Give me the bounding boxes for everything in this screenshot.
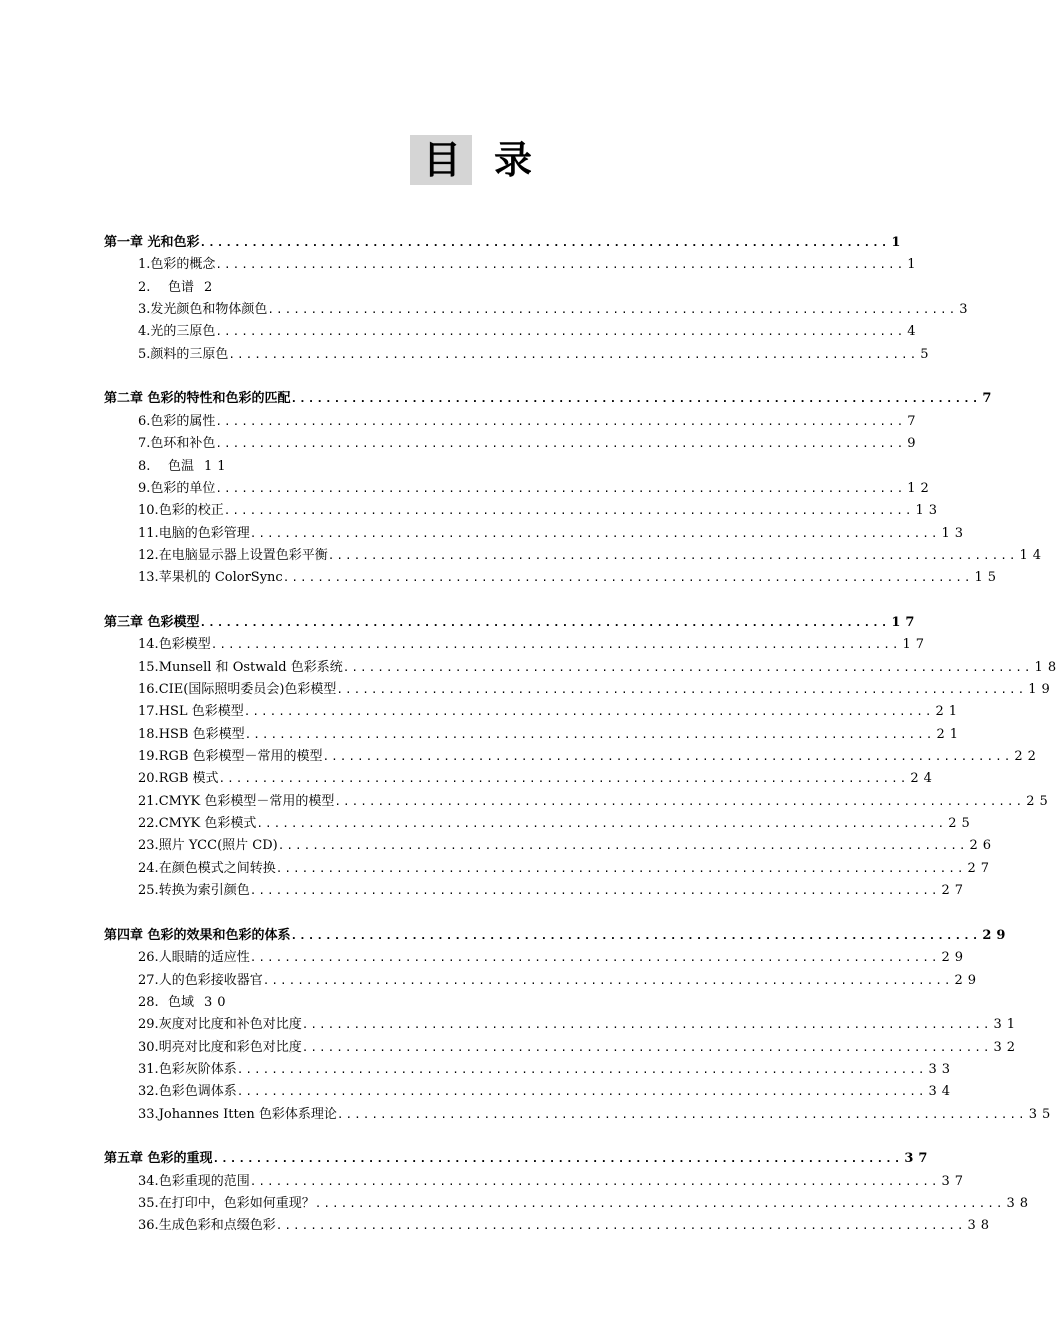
item-number: 16. (138, 682, 159, 697)
item-number: 31. (138, 1061, 159, 1077)
item-label: 明亮对比度和彩色对比度 (158, 1039, 302, 1055)
item-label: 照片 YCC(照片 CD) (158, 838, 278, 854)
leader-dots: ................................................................................ (249, 951, 940, 965)
item-label: 转换为索引颜色 (158, 883, 250, 899)
toc-item[interactable] (138, 1037, 1021, 1059)
item-label: 色彩灰阶体系 (158, 1061, 237, 1077)
toc-item[interactable] (138, 1193, 1034, 1215)
item-number: 11. (138, 525, 159, 541)
leader-dots: ................................................................................ (199, 615, 890, 629)
chapter-label: 第三章 色彩模型 (104, 614, 200, 630)
chapter-page-number: 1 (891, 235, 906, 250)
toc-item[interactable] (138, 478, 934, 500)
item-number: 23. (138, 838, 159, 854)
item-page-number: 12 (907, 480, 934, 496)
toc-item[interactable] (138, 791, 1053, 813)
leader-dots: ................................................................................ (236, 1085, 927, 1099)
item-page-number: 29 (954, 972, 982, 988)
item-label: 发光颜色和物体颜色 (150, 302, 268, 318)
toc-item[interactable] (138, 433, 921, 455)
toc-item[interactable] (138, 679, 1055, 701)
leader-dots: ................................................................................ (290, 392, 981, 406)
item-page-number: 27 (967, 860, 995, 876)
item-label: 色彩的单位 (150, 480, 216, 496)
chapter-page-number: 17 (891, 614, 920, 630)
item-label: CIE(国际照明委员会)色彩模型 (158, 682, 337, 697)
item-number: 27. (138, 972, 159, 988)
item-page-number: 34 (928, 1084, 956, 1100)
item-label: 光的三原色 (150, 324, 216, 340)
item-number: 19. (138, 749, 159, 765)
leader-dots: ................................................................................ (256, 817, 947, 831)
item-page-number: 18 (1034, 659, 1061, 675)
item-number: 24. (138, 860, 159, 876)
toc-item[interactable] (138, 701, 963, 723)
item-label: 色谱 (168, 279, 195, 295)
toc-item[interactable] (138, 746, 1041, 768)
item-label: RGB 模式 (158, 771, 219, 787)
toc-item[interactable] (138, 523, 969, 545)
chapter-label: 第五章 色彩的重现 (104, 1151, 213, 1167)
item-label: 色彩的属性 (150, 413, 216, 429)
item-number: 1. (138, 257, 151, 273)
toc-item[interactable] (138, 970, 982, 992)
item-page-number: 21 (935, 704, 963, 720)
item-page-number: 25 (1026, 793, 1053, 809)
toc-item[interactable] (138, 880, 969, 902)
toc-item[interactable] (138, 344, 934, 366)
item-number: 18. (138, 726, 159, 742)
item-label: 在颜色模式之间转换 (158, 860, 276, 876)
toc-item[interactable] (138, 1059, 956, 1081)
item-label: 电脑的色彩管理 (158, 525, 250, 541)
item-number: 25. (138, 883, 159, 899)
toc-item[interactable] (138, 947, 969, 969)
leader-dots: ................................................................................ (215, 437, 906, 451)
chapter-entry[interactable] (104, 925, 1011, 947)
leader-dots: ................................................................................ (275, 1219, 966, 1233)
title-highlight-box (410, 135, 472, 185)
item-label: 颜料的三原色 (150, 346, 229, 362)
item-label: 色温 (168, 458, 195, 474)
item-label: 在电脑显示器上设置色彩平衡 (158, 547, 328, 563)
item-number: 34. (138, 1173, 159, 1189)
leader-dots: ................................................................................ (262, 973, 953, 987)
item-number: 29. (138, 1017, 159, 1033)
toc-item[interactable] (138, 813, 975, 835)
item-number: 32. (138, 1084, 159, 1100)
item-number: 3. (138, 302, 151, 318)
item-number: 4. (138, 324, 151, 340)
item-label: 灰度对比度和补色对比度 (158, 1017, 302, 1033)
leader-dots: ................................................................................ (218, 772, 909, 786)
item-label: Munsell 和 Ostwald 色彩系统 (158, 659, 343, 675)
item-page-number: 32 (993, 1039, 1021, 1055)
leader-dots: ................................................................................ (322, 750, 1013, 764)
item-number: 28. (138, 994, 159, 1010)
item-label: 色环和补色 (150, 436, 216, 452)
item-page-number: 30 (204, 994, 231, 1010)
toc-item[interactable] (138, 1014, 1021, 1036)
leader-dots: ................................................................................ (215, 325, 906, 339)
chapter-entry[interactable] (104, 1148, 933, 1170)
item-number: 5. (138, 346, 151, 362)
leader-dots: ................................................................................ (215, 414, 906, 428)
toc-title (410, 134, 550, 186)
item-number: 8. (138, 458, 151, 474)
leader-dots: ................................................................................ (334, 794, 1025, 808)
toc-item[interactable] (138, 634, 930, 656)
item-page-number: 29 (941, 950, 969, 966)
leader-dots: ................................................................................ (243, 705, 934, 719)
leader-dots: ................................................................................ (301, 1040, 992, 1054)
item-page-number: 2 (204, 279, 218, 295)
leader-dots: ................................................................................ (336, 1107, 1027, 1121)
item-label: 在打印中，色彩如何重现？ (158, 1196, 315, 1212)
item-page-number: 9 (907, 436, 921, 452)
leader-dots: ................................................................................ (228, 347, 919, 361)
item-label: 生成色彩和点缀色彩 (158, 1218, 276, 1234)
item-number: 10. (138, 503, 159, 519)
item-number: 9. (138, 480, 151, 496)
item-page-number: 5 (920, 346, 934, 362)
leader-dots: ................................................................................ (301, 1018, 992, 1032)
chapter-page-number: 37 (904, 1151, 933, 1167)
item-page-number: 3 (959, 302, 973, 318)
item-page-number: 22 (1014, 749, 1041, 765)
toc-item[interactable] (138, 321, 921, 343)
chapter-label: 第二章 色彩的特性和色彩的匹配 (104, 391, 291, 407)
item-page-number: 31 (993, 1017, 1021, 1033)
item-page-number: 1 (907, 257, 921, 273)
item-number: 15. (138, 659, 159, 675)
toc-item[interactable] (138, 1215, 995, 1237)
item-page-number: 21 (936, 726, 963, 742)
toc-item[interactable] (138, 500, 943, 522)
leader-dots: ................................................................................ (223, 504, 914, 518)
leader-dots: ................................................................................ (244, 727, 935, 741)
item-page-number: 15 (974, 570, 1002, 586)
leader-dots: ................................................................................ (282, 571, 973, 585)
item-page-number: 37 (941, 1173, 969, 1189)
item-page-number: 17 (902, 637, 930, 653)
leader-dots: ................................................................................ (210, 638, 901, 652)
item-number: 30. (138, 1039, 159, 1055)
item-page-number: 35 (1028, 1106, 1056, 1122)
toc-item[interactable] (138, 456, 468, 478)
item-number: 20. (138, 771, 159, 787)
item-page-number: 38 (1006, 1196, 1034, 1212)
item-page-number: 26 (969, 838, 997, 854)
item-label: 色彩色调体系 (158, 1084, 237, 1100)
leader-dots: ................................................................................ (327, 548, 1018, 562)
item-label: 人的色彩接收器官 (158, 972, 263, 988)
leader-dots: ................................................................................ (342, 660, 1033, 674)
item-label: HSL 色彩模型 (158, 704, 244, 720)
toc-item[interactable] (138, 1081, 956, 1103)
chapter-label: 第四章 色彩的效果和色彩的体系 (104, 927, 291, 943)
item-number: 2. (138, 279, 151, 295)
item-number: 36. (138, 1218, 159, 1234)
item-page-number: 14 (1019, 547, 1047, 563)
item-page-number: 4 (907, 324, 921, 340)
item-number: 33. (138, 1106, 159, 1122)
leader-dots: ................................................................................ (275, 861, 966, 875)
toc-item[interactable] (138, 724, 963, 746)
leader-dots: ................................................................................ (249, 526, 940, 540)
toc-item[interactable] (138, 657, 1061, 679)
leader-dots: ................................................................................ (236, 1062, 927, 1076)
chapter-page-number: 7 (982, 391, 997, 407)
item-page-number: 24 (910, 771, 937, 787)
leader-dots: ................................................................................ (267, 303, 958, 317)
item-label: 苹果机的 ColorSync (158, 570, 283, 586)
item-number: 26. (138, 950, 159, 966)
toc-item[interactable] (138, 567, 1002, 589)
item-label: HSB 色彩模型 (158, 726, 245, 742)
item-number: 13. (138, 570, 159, 586)
item-label: CMYK 色彩模式 (158, 816, 257, 832)
leader-dots: ................................................................................ (212, 1152, 903, 1166)
item-number: 35. (138, 1196, 159, 1212)
item-page-number: 38 (967, 1218, 995, 1234)
item-label: Johannes Itten 色彩体系理论 (158, 1106, 337, 1122)
leader-dots: ................................................................................ (249, 884, 940, 898)
leader-dots: ................................................................................ (277, 839, 968, 853)
item-page-number: 19 (1028, 682, 1055, 697)
toc-item[interactable] (138, 835, 997, 857)
toc-item[interactable] (138, 992, 468, 1014)
chapter-entry[interactable] (104, 612, 920, 634)
leader-dots: ................................................................................ (215, 258, 906, 272)
item-page-number: 13 (941, 525, 969, 541)
leader-dots: ................................................................................ (249, 1174, 940, 1188)
toc-item[interactable] (138, 768, 937, 790)
item-label: CMYK 色彩模型－常用的模型 (158, 793, 335, 809)
item-label: RGB 色彩模型－常用的模型 (158, 749, 323, 765)
item-label: 色彩重现的范围 (158, 1173, 250, 1189)
toc-item[interactable] (138, 1171, 969, 1193)
chapter-entry[interactable] (104, 232, 906, 254)
leader-dots: ................................................................................ (314, 1197, 1005, 1211)
item-number: 7. (138, 436, 151, 452)
item-page-number: 7 (907, 413, 921, 429)
item-label: 色彩模型 (158, 637, 211, 653)
chapter-label: 第一章 光和色彩 (104, 235, 200, 250)
item-page-number: 33 (928, 1061, 956, 1077)
toc-item[interactable] (138, 411, 921, 433)
item-label: 色彩的概念 (150, 257, 216, 273)
title-char-2: 录 (494, 138, 533, 182)
item-number: 12. (138, 547, 159, 563)
toc-item[interactable] (138, 545, 1047, 567)
toc-item[interactable] (138, 858, 995, 880)
item-label: 色域 (168, 994, 195, 1010)
toc-item[interactable] (138, 277, 468, 299)
toc-item[interactable] (138, 1104, 1056, 1126)
item-label: 色彩的校正 (158, 503, 224, 519)
leader-dots: ................................................................................ (290, 928, 981, 942)
leader-dots: ................................................................................ (215, 481, 906, 495)
item-page-number: 13 (915, 503, 943, 519)
item-number: 17. (138, 704, 159, 720)
leader-dots: ................................................................................ (336, 683, 1027, 696)
item-number: 22. (138, 816, 159, 832)
item-number: 21. (138, 793, 159, 809)
item-label: 人眼睛的适应性 (158, 950, 250, 966)
title-char-1: 目 (422, 138, 461, 182)
toc-item[interactable] (138, 299, 973, 321)
chapter-entry[interactable] (104, 388, 997, 410)
item-page-number: 11 (204, 458, 231, 474)
item-page-number: 25 (948, 816, 975, 832)
item-page-number: 27 (941, 883, 969, 899)
item-number: 6. (138, 413, 151, 429)
chapter-page-number: 29 (982, 927, 1011, 943)
toc-item[interactable] (138, 254, 921, 276)
item-number: 14. (138, 637, 159, 653)
leader-dots: ................................................................................ (199, 236, 890, 249)
